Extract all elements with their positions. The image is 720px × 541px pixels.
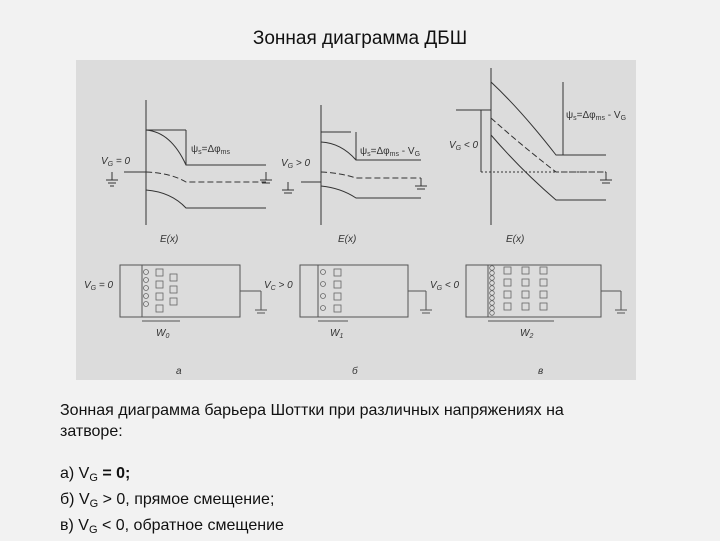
panel-b-field-label: E(x) (338, 234, 357, 245)
panel-a-device (120, 265, 267, 321)
panel-b-fermi-level (321, 172, 421, 178)
panel-c-charges (490, 266, 547, 316)
figure-caption (60, 400, 700, 442)
panel-c-band-diagram (456, 68, 612, 225)
caption-line-1: Зонная диаграмма барьера Шоттки при различных напряжениях на (60, 402, 564, 419)
condition-item-c: в) $V_G < 0$, обратное смещение (60, 517, 284, 536)
band-diagram-svg (76, 60, 636, 380)
condition-item-a: а) $V_G = 0$; (60, 465, 131, 484)
panel-b-letter: б (352, 366, 358, 377)
panel-a-fermi-level (146, 172, 266, 182)
panel-c-device (466, 265, 627, 321)
panel-c-width-label: $W_2$ (520, 328, 534, 340)
panel-b-voltage-label: $V_G > 0$ (281, 158, 311, 170)
slide-title: Зонная диаграмма ДБШ (252, 28, 468, 49)
panel-b-charges (321, 269, 342, 312)
panel-b-width-label: $W_1$ (330, 328, 344, 340)
caption-line-2: затворе: (60, 423, 123, 440)
panel-b-device-voltage: $V_C > 0$ (264, 280, 293, 292)
panel-a-device-voltage: $V_G = 0$ (84, 280, 114, 292)
panel-a-band-label: $\psi_s=\Delta\varphi_{ms}$ (191, 144, 230, 156)
panel-a-letter: а (176, 366, 182, 377)
panel-a-band-diagram (106, 100, 272, 225)
panel-b-valence-band (321, 186, 421, 198)
panel-c-band-label: $\psi_s=\Delta\varphi_{ms} - V_G$ (566, 110, 627, 122)
condition-item-b: б) $V_G > 0$, прямое смещение; (60, 491, 275, 510)
panel-c-device-body (466, 265, 601, 317)
panel-b-device (300, 265, 432, 321)
panel-b-device-body (300, 265, 408, 317)
panel-b-band-label: $\psi_s=\Delta\varphi_{ms} - V_G$ (360, 146, 421, 158)
panel-a-field-label: E(x) (160, 234, 179, 245)
panel-c-device-voltage: $V_G < 0$ (430, 280, 460, 292)
panel-c-field-label: E(x) (506, 234, 525, 245)
panel-c-voltage-label: $V_G < 0$ (449, 140, 479, 152)
panel-a-charges (144, 269, 178, 312)
band-diagram-figure (76, 60, 636, 380)
panel-a-valence-band (146, 190, 266, 208)
panel-a-width-label: $W_0$ (156, 328, 170, 340)
panel-a-device-body (120, 265, 240, 317)
condition-list (60, 463, 700, 541)
panel-a-voltage-label: $V_G = 0$ (101, 156, 131, 168)
panel-c-letter: в (538, 366, 544, 377)
